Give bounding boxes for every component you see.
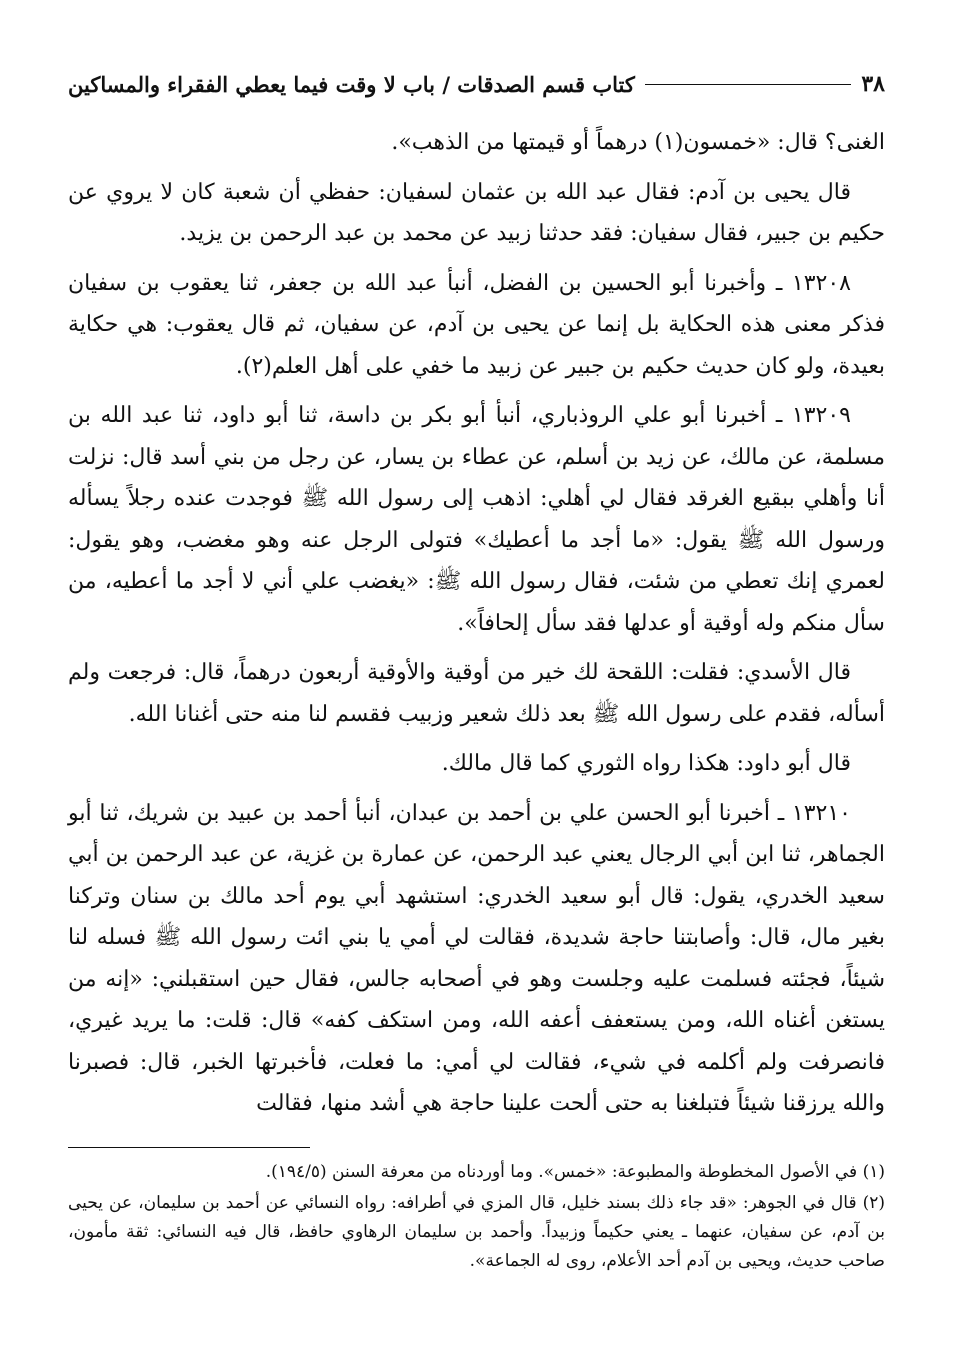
running-title: كتاب قسم الصدقات / باب لا وقت فيما يعطي الفقراء والمساكين [68,71,635,97]
footnote-1: (١) في الأصول المخطوطة والمطبوعة: «خمس». وما أوردناه من معرفة السنن (١٩٤/٥). [265,1161,885,1182]
paragraph-3: ١٣٢٠٨ ـ وأخبرنا أبو الحسين بن الفضل، أنبأ عبد الله بن جعفر، ثنا يعقوب بن سفيان فذكر معنى هذه الحكاية بل إنما عن يحيى بن آدم، عن سفيان، ثم قال يعقوب: هي حكاية بعيدة، ولو كان حديث حكيم بن جبير عن زبيد ما خفي على أهل العلم(٢). [68,270,885,379]
footnote-2: (٢) قال في الجوهر: «قد جاء ذلك بسند خليل، قال المزي في أطرافه: رواه النسائي عن أحمد بن سليمان، عن يحيى بن آدم، عن سفيان، عنهما ـ يعني حكيماً وزبيداً. وأحمد بن سليمان الرهاوي حافظ، قال فيه النسائي: ثقة مأمون، صاحب حديث، ويحيى بن آدم أحد الأعلام، روى له الجماعة». [68,1192,885,1271]
paragraph-7: ١٣٢١٠ ـ أخبرنا أبو الحسن علي بن أحمد بن عبدان، أنبأ أحمد بن عبيد بن شريك، ثنا أبو الجماهر، ثنا ابن أبي الرجال يعني عبد الرحمن، عن عمارة بن غزية، عن عبد الرحمن بن أبي سعيد الخدري، يقول: قال أبو سعيد الخدري: استشهد أبي يوم أحد مالك بن سنان وتركنا بغير مال، قال: وأصابتنا حاجة شديدة، فقالت لي أمي يا بني ائت رسول الله ﷺ فسله لنا شيئاً، فجئته فسلمت عليه وجلست وهو في أصحابه جالس، فقال حين استقبلني: «إنه من يستغن أغناه الله، ومن يستعفف أعفه الله، ومن استكف كفه» قال: قلت: ما يريد غيري، فانصرفت ولم أكلمه في شيء، فقالت لي أمي: ما فعلت، فأخبرتها الخبر، قال: فصبرنا والله يرزقنا شيئاً فتبلغنا به حتى ألحت علينا حاجة هي أشد منها، فقالت [68,800,886,1116]
footnote-separator [68,1147,310,1148]
paragraph-5: قال الأسدي: فقلت: اللقحة لك خير من أوقية والأوقية أربعون درهماً، قال: فرجعت ولم أسأله، فقدم على رسول الله ﷺ بعد ذلك شعير وزبيب فقسم لنا منه حتى أغنانا الله. [68,660,885,727]
paragraph-4: ١٣٢٠٩ ـ أخبرنا أبو علي الروذباري، أنبأ أبو بكر بن داسة، ثنا أبو داود، ثنا عبد الله بن مسلمة، عن مالك، عن زيد بن أسلم، عن عطاء بن يسار، عن رجل من بني أسد قال: نزلت أنا وأهلي ببقيع الغرقد فقال لي أهلي: اذهب إلى رسول الله ﷺ فوجدت عنده رجلاً يسأله ورسول الله ﷺ يقول: «ما أجد ما أعطيك» فتولى الرجل عنه وهو مغضب، وهو يقول: لعمري إنك تعطي من شئت، فقال رسول الله ﷺ: «يغضب علي أني لا أجد ما أعطيه، من سأل منكم وله أوقية أو عدلها فقد سأل إلحافاً». [68,403,885,636]
paragraph-2: قال يحيى بن آدم: فقال عبد الله بن عثمان لسفيان: حفظي أن شعبة كان لا يروي عن حكيم بن جبير، فقال سفيان: فقد حدثنا زبيد عن محمد بن عبد الرحمن بن يزيد. [68,179,885,246]
header-rule [645,84,852,85]
paragraph-1: الغنى؟ قال: «خمسون(١) درهماً أو قيمتها من الذهب». [391,130,885,155]
footnotes [68,1158,885,1276]
paragraph-6: قال أبو داود: هكذا رواه الثوري كما قال مالك. [441,751,851,776]
page-number: ٣٨ [861,71,885,97]
page-header [68,64,885,104]
main-text [68,122,885,1125]
